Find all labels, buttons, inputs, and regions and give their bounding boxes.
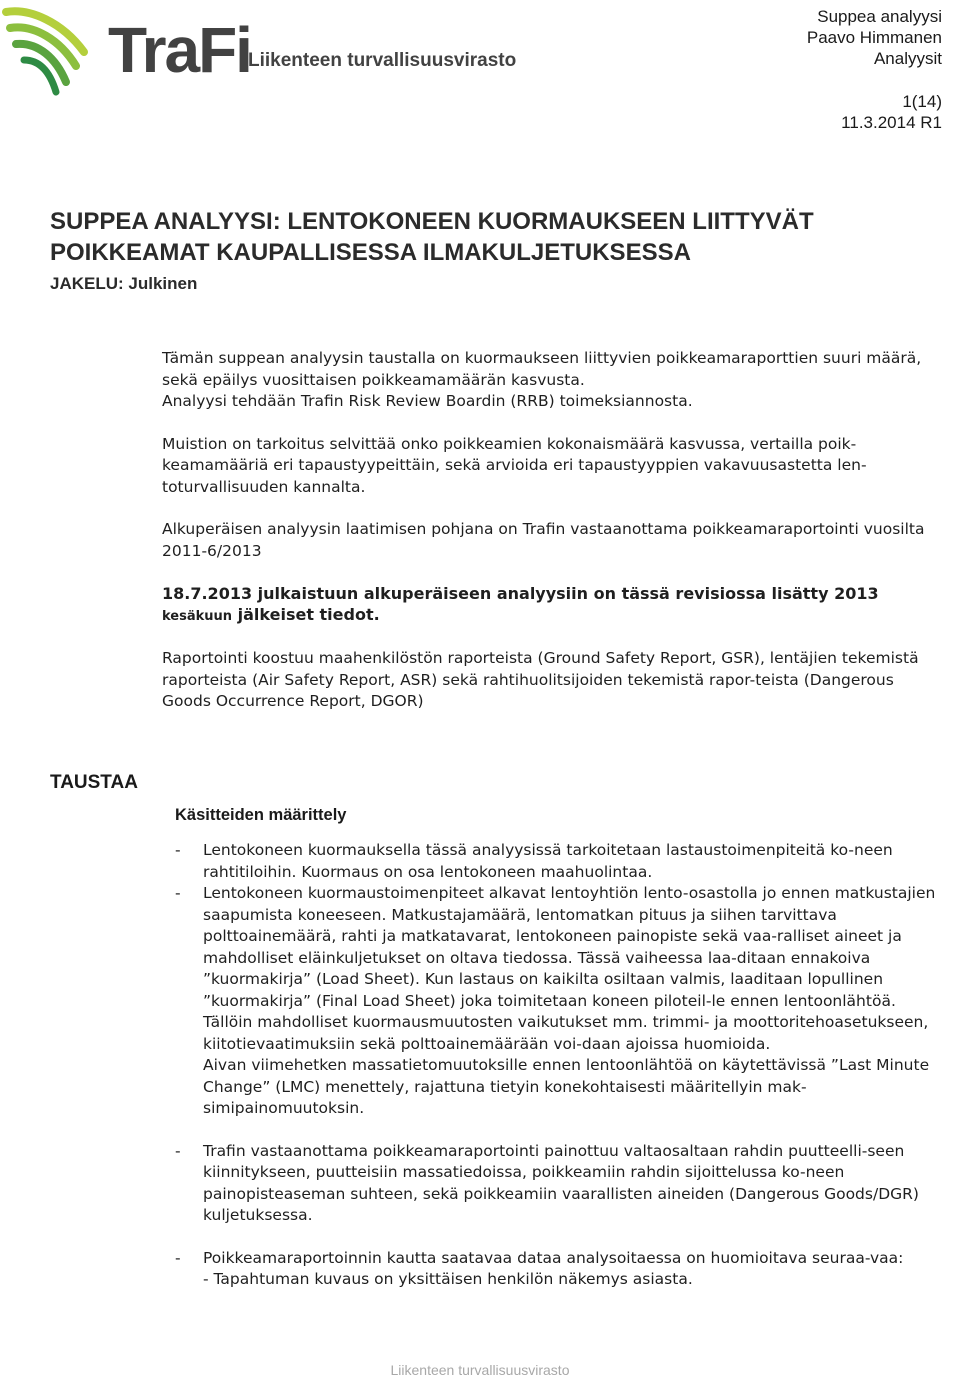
trafi-swoosh-icon — [0, 0, 110, 100]
revision-note — [162, 583, 932, 627]
intro-paragraph-4: Raportointi koostuu maahenkilöstön raporteista (Ground Safety Report, GSR), lentäjien tekemistä raporteista (Air Safety Report, ASR) sekä rahtihuolitsijoiden tekemistä rapor-teista (Dangerous Goods Occurrence Report, DGOR) — [162, 649, 919, 710]
logo-subtitle: Liikenteen turvallisuusvirasto — [248, 50, 517, 71]
document-meta — [807, 6, 942, 133]
list-item-text: Lentokoneen kuormauksella tässä analyysissä tarkoitetaan lastaustoimenpiteitä ko-neen rahtitiloihin. Kuormaus on osa lentokoneen maahuolintaa. — [203, 841, 893, 881]
revision-note-small: kesäkuun — [162, 609, 233, 624]
list-item-text: Lentokoneen kuormaustoimenpiteet alkavat lentoyhtiön lento-osastolla jo ennen matkustajien saapumista koneeseen. Matkustajamäärä, lentomatkan pituus ja siihen tarvittava polttoainemäärä, rahti ja matkatavarat, lentokoneen painopiste sekä vaa-ralliset aineet ja mahdolliset eläinkuljetukset on oltava tiedossa. Tässä vaiheessa laa-ditaan ennakoiva ”kuormakirja” (Load Sheet). Kun lastaus on kaikilta osiltaan valmis, laaditaan lopullinen ”kuormakirja” (Final Load Sheet) joka toimitetaan koneen piloteil-le ennen lentoonlähtöä. Tällöin mahdolliset kuormausmuutosten vaikutukset mm. trimmi- ja moottoritehoasetukseen, kiitotievaatimuksiin sekä polttoainemäärään voi-daan ajoissa huomioida. — [203, 884, 936, 1053]
list-item — [175, 1248, 945, 1291]
list-item — [175, 840, 945, 883]
doc-category: Analyysit — [873, 49, 942, 68]
list-dash: - — [175, 1248, 181, 1267]
page-footer: Liikenteen turvallisuusvirasto — [390, 1362, 570, 1378]
intro-paragraph-3: Alkuperäisen analyysin laatimisen pohjana on Trafin vastaanottama poikkeamaraportointi vuosilta 2011-6/2013 — [162, 520, 925, 560]
section-subheading: Käsitteiden määrittely — [175, 806, 347, 824]
section-heading: TAUSTAA — [50, 772, 138, 793]
intro-section — [162, 348, 932, 734]
list-dash: - — [175, 1141, 181, 1160]
intro-paragraph-1b: Analyysi tehdään Trafin Risk Review Boardin (RRB) toimeksiannosta. — [162, 392, 693, 410]
intro-paragraph-2: Muistion on tarkoitus selvittää onko poikkeamien kokonaismäärä kasvussa, vertailla poik-keamamääriä eri tapaustyypeittäin, sekä arvioida eri tapaustyyppien vakavuusastetta len-toturvallisuuden kannalta. — [162, 434, 867, 496]
list-item — [175, 883, 945, 1120]
list-dash: - — [175, 841, 181, 859]
trafi-logo — [0, 0, 517, 100]
list-item-text: Trafin vastaanottama poikkeamaraportointi painottuu valtaosaltaan rahdin puutteelli-seen kiinnitykseen, puutteisiin massatiedoissa, poikkeamiin rahdin sijoittelussa ko-neen painopisteaseman suhteen, sekä poikkeamiin vaarallisten aineiden (Dangerous Goods/DGR) kuljetuksessa. — [203, 1141, 919, 1224]
list-item-extra: Aivan viimehetken massatietomuutoksille ennen lentoonlähtöä on käytettävissä ”Last Minute Change” (LMC) menettely, rajattuna tietyin konekohtaisesti määritellyin mak-simipainomuutoksin. — [203, 1056, 930, 1117]
list-item-text: Poikkeamaraportoinnin kautta saatavaa dataa analysoitaessa on huomioitava seuraa-vaa: — [203, 1248, 904, 1267]
doc-author: Paavo Himmanen — [806, 28, 942, 47]
revision-note-end: jälkeiset tiedot. — [237, 605, 380, 624]
distribution-label: JAKELU: Julkinen — [50, 274, 198, 293]
document-title: SUPPEA ANALYYSI: LENTOKONEEN KUORMAUKSEEN LIITTYVÄT POIKKEAMAT KAUPALLISESSA ILMAKULJETUKSESSA — [50, 208, 814, 266]
doc-date: 11.3.2014 R1 — [841, 113, 942, 132]
logo-brand-text: TraFi — [108, 14, 251, 86]
revision-note-main: 18.7.2013 julkaistuun alkuperäiseen analyysiin on tässä revisiossa lisätty 2013 — [162, 584, 879, 603]
doc-type: Suppea analyysi — [817, 7, 942, 26]
list-item — [175, 1141, 945, 1227]
definitions-list — [175, 840, 945, 1291]
page-number: 1(14) — [902, 92, 942, 111]
list-dash: - — [175, 884, 181, 902]
list-item-extra: - Tapahtuman kuvaus on yksittäisen henkilön näkemys asiasta. — [203, 1270, 693, 1288]
intro-paragraph-1: Tämän suppean analyysin taustalla on kuormaukseen liittyvien poikkeamaraporttien suuri määrä, sekä epäilys vuosittaisen poikkeamamäärän kasvusta. — [162, 349, 922, 389]
